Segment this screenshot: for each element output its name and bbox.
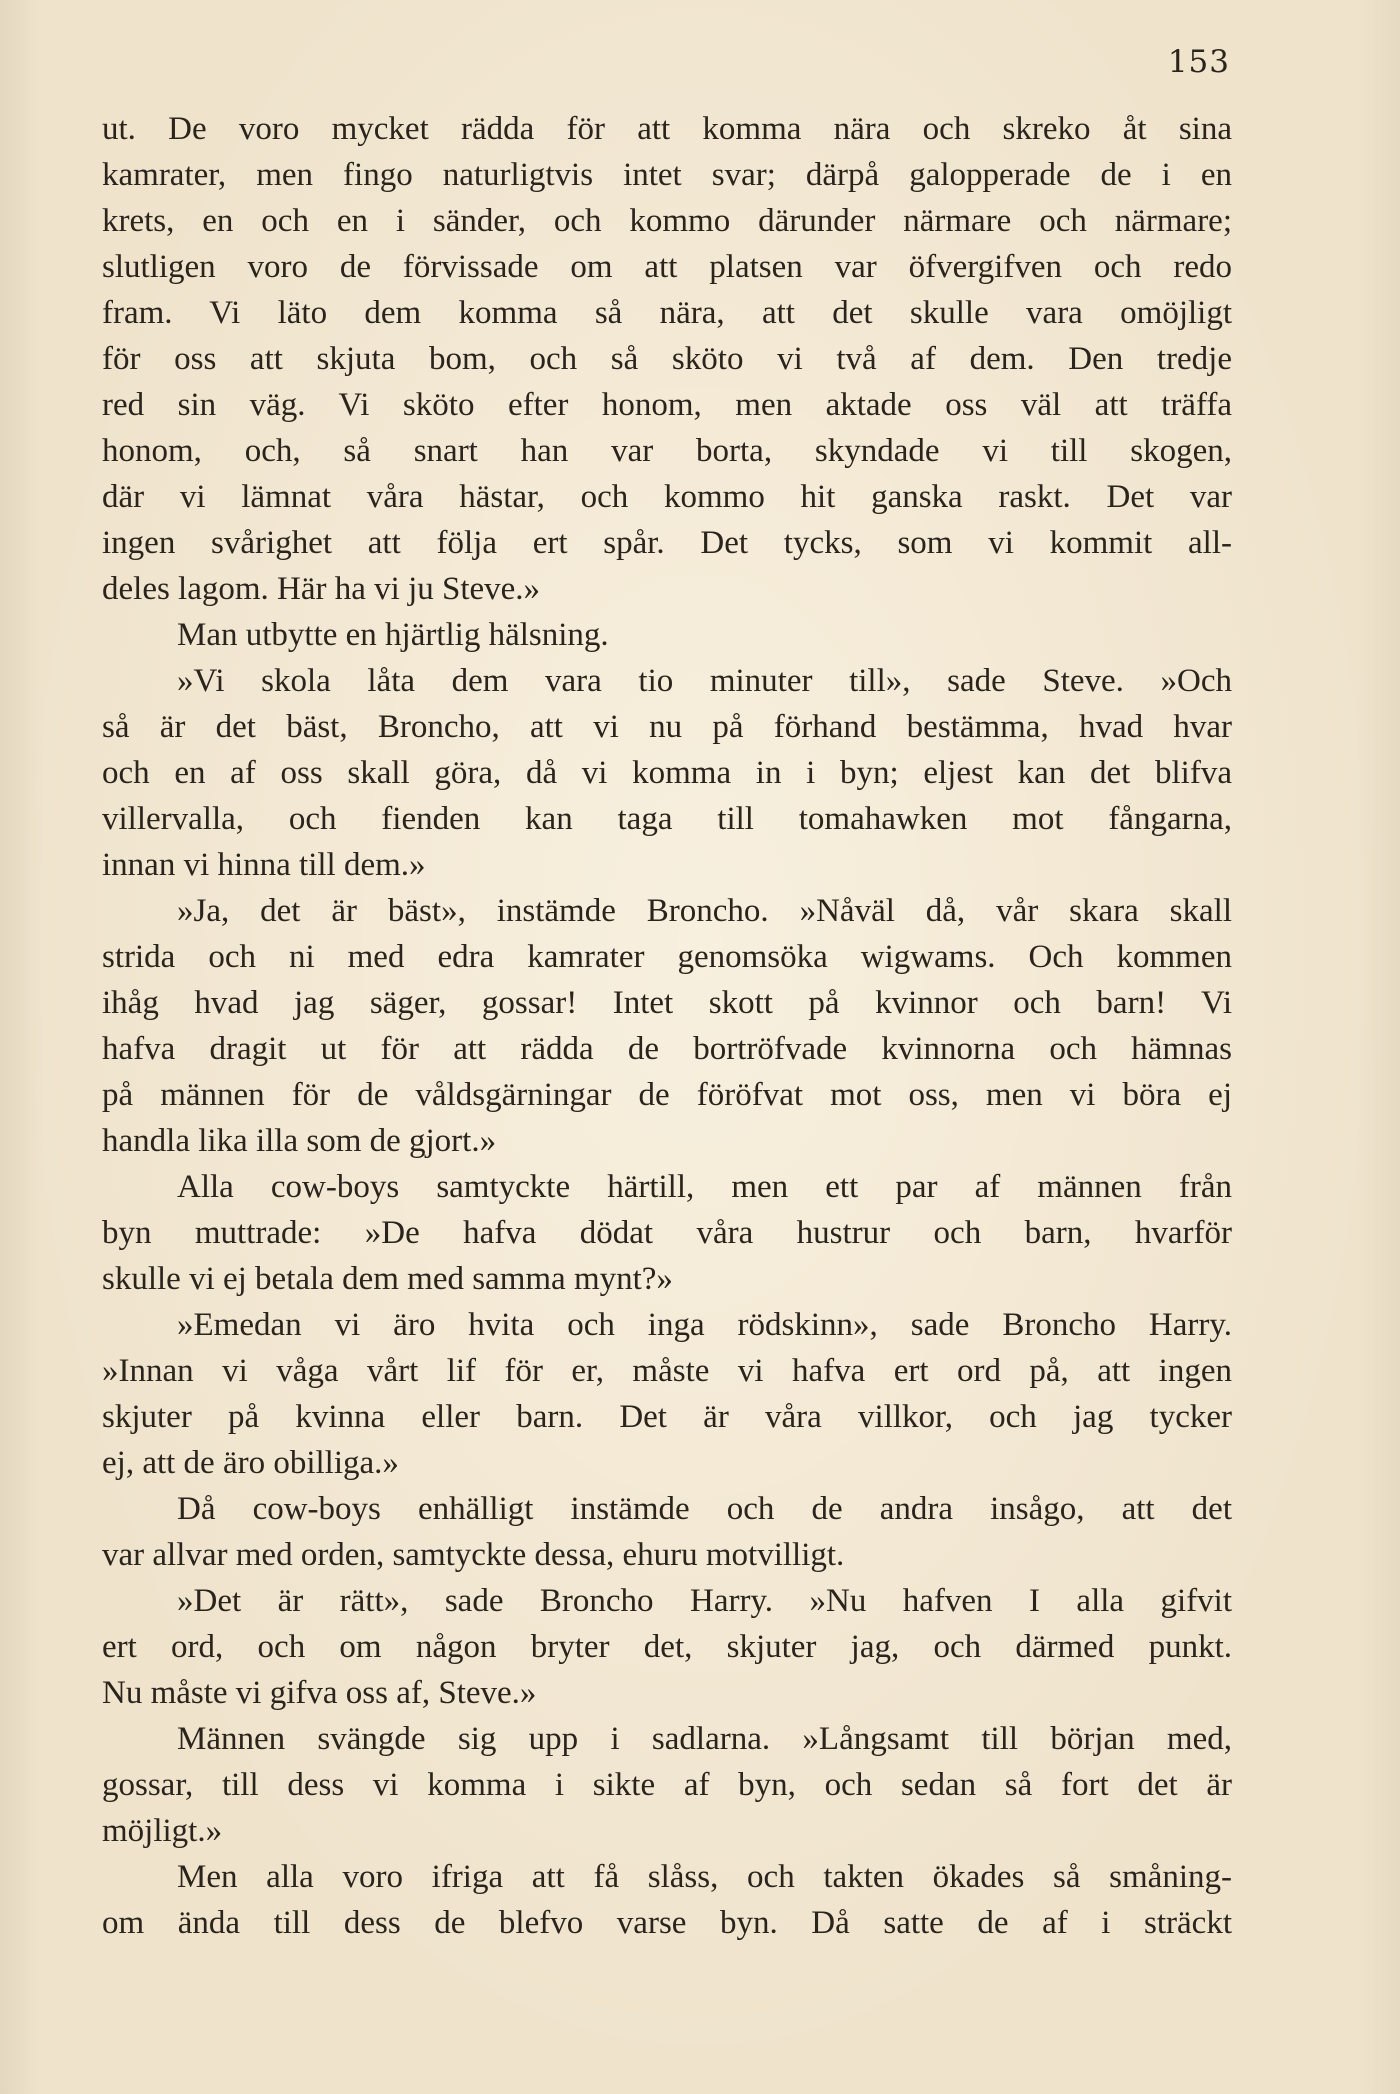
text-line: om ända till dess de blefvo varse byn. Då satte de af i sträckt: [102, 1905, 1232, 1941]
text-line: skjuter på kvinna eller barn. Det är våra villkor, och jag tycker: [102, 1399, 1232, 1435]
text-line: strida och ni med edra kamrater genomsöka wigwams. Och kommen: [102, 939, 1232, 975]
text-line: deles lagom. Här ha vi ju Steve.»: [102, 571, 541, 607]
text-line: villervalla, och fienden kan taga till tomahawken mot fångarna,: [102, 801, 1232, 837]
text-line: var allvar med orden, samtyckte dessa, ehuru motvilligt.: [102, 1537, 845, 1573]
text-line: krets, en och en i sänder, och kommo därunder närmare och närmare;: [102, 203, 1232, 239]
text-line: honom, och, så snart han var borta, skyndade vi till skogen,: [102, 433, 1232, 469]
text-line: Men alla voro ifriga att få slåss, och takten ökades så småning-: [177, 1859, 1232, 1895]
text-line: ingen svårighet att följa ert spår. Det tycks, som vi kommit all-: [102, 525, 1232, 561]
text-line: kamrater, men fingo naturligtvis intet svar; därpå galopperade de i en: [102, 157, 1232, 193]
text-line: på männen för de våldsgärningar de föröfvat mot oss, men vi böra ej: [102, 1077, 1232, 1113]
text-line: ej, att de äro obilliga.»: [102, 1445, 399, 1481]
text-line: Man utbytte en hjärtlig hälsning.: [177, 617, 609, 653]
text-line: så är det bäst, Broncho, att vi nu på förhand bestämma, hvad hvar: [102, 709, 1232, 745]
text-line: gossar, till dess vi komma i sikte af byn, och sedan så fort det är: [102, 1767, 1232, 1803]
text-line: ihåg hvad jag säger, gossar! Intet skott på kvinnor och barn! Vi: [102, 985, 1232, 1021]
text-line: »Det är rätt», sade Broncho Harry. »Nu hafven I alla gifvit: [177, 1583, 1232, 1619]
text-line: innan vi hinna till dem.»: [102, 847, 426, 883]
text-line: hafva dragit ut för att rädda de bortröfvade kvinnorna och hämnas: [102, 1031, 1232, 1067]
text-line: byn muttrade: »De hafva dödat våra hustrur och barn, hvarför: [102, 1215, 1232, 1251]
text-line: och en af oss skall göra, då vi komma in i byn; eljest kan det blifva: [102, 755, 1232, 791]
text-line: Då cow-boys enhälligt instämde och de andra insågo, att det: [177, 1491, 1232, 1527]
text-line: skulle vi ej betala dem med samma mynt?»: [102, 1261, 673, 1297]
text-line: red sin väg. Vi sköto efter honom, men aktade oss väl att träffa: [102, 387, 1232, 423]
text-line: handla lika illa som de gjort.»: [102, 1123, 497, 1159]
text-line: för oss att skjuta bom, och så sköto vi två af dem. Den tredje: [102, 341, 1232, 377]
page-number: 153: [1167, 44, 1230, 80]
text-line: ut. De voro mycket rädda för att komma nära och skreko åt sina: [102, 111, 1232, 147]
text-line: möjligt.»: [102, 1813, 223, 1849]
text-line: där vi lämnat våra hästar, och kommo hit ganska raskt. Det var: [102, 479, 1232, 515]
text-line: ert ord, och om någon bryter det, skjuter jag, och därmed punkt.: [102, 1629, 1232, 1665]
text-line: »Innan vi våga vårt lif för er, måste vi hafva ert ord på, att ingen: [102, 1353, 1232, 1389]
text-line: Männen svängde sig upp i sadlarna. »Långsamt till början med,: [177, 1721, 1232, 1757]
text-line: Alla cow-boys samtyckte härtill, men ett par af männen från: [177, 1169, 1232, 1205]
text-line: fram. Vi läto dem komma så nära, att det skulle vara omöjligt: [102, 295, 1232, 331]
text-line: »Vi skola låta dem vara tio minuter till», sade Steve. »Och: [177, 663, 1232, 699]
text-line: slutligen voro de förvissade om att platsen var öfvergifven och redo: [102, 249, 1232, 285]
text-line: Nu måste vi gifva oss af, Steve.»: [102, 1675, 537, 1711]
body-text: [102, 106, 1232, 1946]
text-line: »Ja, det är bäst», instämde Broncho. »Nåväl då, vår skara skall: [177, 893, 1232, 929]
text-line: »Emedan vi äro hvita och inga rödskinn», sade Broncho Harry.: [177, 1307, 1232, 1343]
